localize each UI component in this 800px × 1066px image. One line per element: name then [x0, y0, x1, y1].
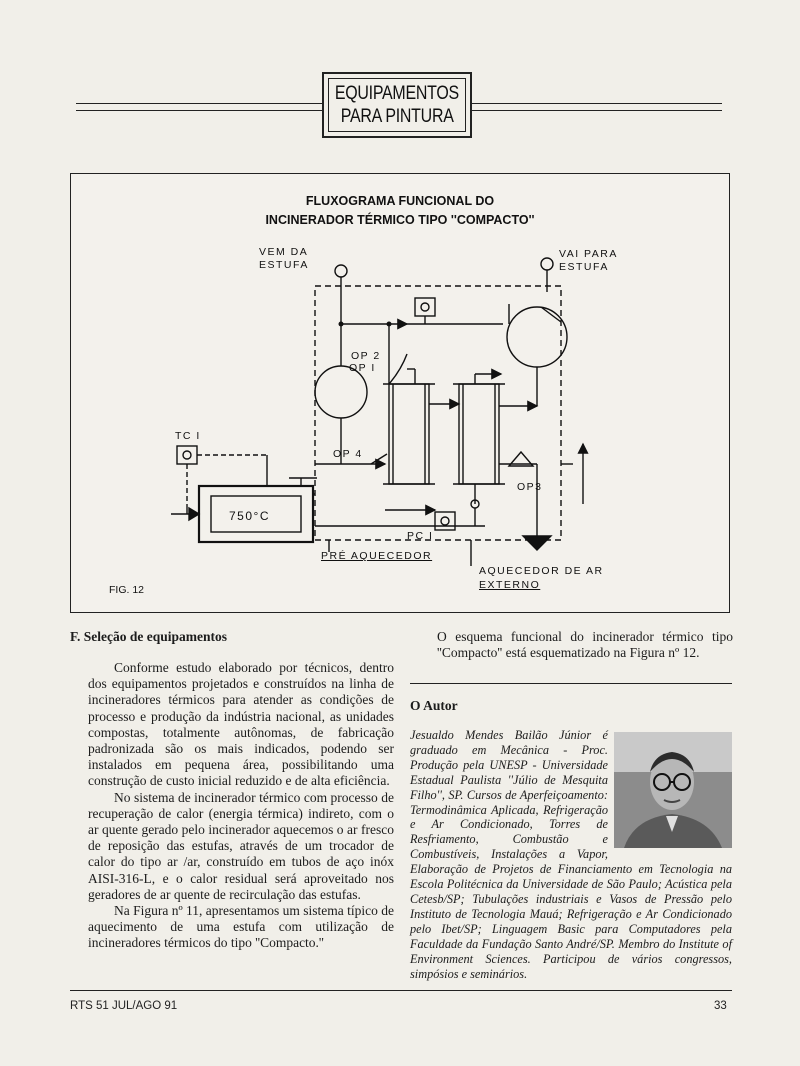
pressure-switch-top-icon — [415, 298, 435, 316]
pressure-controller-pc1-icon — [435, 512, 455, 530]
paragraph-2: No sistema de incinerador térmico com processo de recuperação de calor (energia térmica) indireto, com o ar quente gerado pelo incinerador aquecemos o ar fresco de reposição das estufas, através de um trocador de calor do tipo ar /ar, construído em tubos de aço inóx AISI-316-L, e o calor residual será aproveitado nos geradores de ar quente de recirculação das estufas. — [88, 789, 394, 902]
header-rule-left-top — [76, 103, 322, 104]
left-column — [88, 660, 394, 952]
right-intro: O esquema funcional do incinerador térmico tipo ''Compacto'' está esquematizado na Figura nº 12. — [437, 629, 733, 661]
heat-exchanger-1 — [389, 384, 429, 484]
label-aquecedor-externo: AQUECEDOR DE AR EXTERNO — [479, 565, 604, 591]
figure-flowchart — [70, 173, 730, 613]
label-op3: OP3 — [517, 481, 543, 493]
temperature-controller-tc1-icon — [177, 446, 197, 464]
header-rule-right-bottom — [470, 110, 722, 111]
label-vem-da-estufa: VEM DA ESTUFA — [259, 246, 309, 271]
section-title-box — [322, 72, 472, 138]
header-rule-left-bottom — [76, 110, 322, 111]
filter-icon — [523, 536, 551, 550]
burner-fan-icon — [507, 307, 567, 367]
section-title-line2: PARA PINTURA — [340, 106, 454, 127]
footer-issue: RTS 51 JUL/AGO 91 — [70, 1000, 178, 1012]
label-op2: OP 2 — [351, 350, 381, 362]
inlet-port-icon — [335, 265, 347, 277]
label-temperature: 750°C — [229, 509, 270, 523]
label-op1: OP I — [349, 362, 376, 374]
label-op4: OP 4 — [333, 448, 363, 460]
section-title-line1: EQUIPAMENTOS — [334, 83, 460, 104]
label-tc1: TC I — [175, 430, 201, 442]
figure-caption: FIG. 12 — [109, 584, 145, 596]
author-bio: Jesualdo Mendes Bailão Júnior é graduado em Mecânica - Proc. Produção pela UNESP - Universidade Estadual Paulista ''Júlio de Mesquita Filho'', SP. Cursos de Aperfeiçoamento: Termodinâmica Aplicada, Refrigeração e Ar Condicionado, Torres de Resfriamento, Combustão e Combustíveis, Instalações a Vapor, Elaboração de Projetos de Financiamento em Tecnologia na Escola Politécnica da Universidade de São Paulo; Acústica pela Cetesb/SP; Tubulações industriais e Vasos de Pressão pelo Instituto de Tecnologia Mauá; Refrigeração e Ar Condicionado pelo Ibet/SP; Linguagem Basic para Computadores pela Faculdade da Fundação Santo André/SP. Membro do Institute of Environment Sciences. Participou de vários congressos, simpósios e seminários. — [410, 728, 732, 981]
header-rule-right-top — [470, 103, 722, 104]
label-pre-aquecedor: PRÉ AQUECEDOR — [321, 550, 433, 562]
label-pc1: PC I — [407, 530, 434, 542]
section-heading: F. Seleção de equipamentos — [70, 629, 228, 644]
heat-exchanger-2 — [459, 384, 499, 484]
label-vai-para-estufa: VAI PARA ESTUFA — [559, 248, 618, 273]
page-number: 33 — [714, 1000, 727, 1012]
author-heading: O Autor — [410, 698, 458, 713]
figure-title: FLUXOGRAMA FUNCIONAL DO INCINERADOR TÉRMICO TIPO ''COMPACTO'' — [265, 194, 535, 227]
author-photo — [614, 732, 732, 848]
right-divider — [410, 683, 732, 684]
footer-rule — [70, 990, 732, 991]
paragraph-1: Conforme estudo elaborado por técnicos, dentro dos equipamentos projetados e construídos na linha de incineradores térmicos para atender as condições de processo e produção da indústria nacional, as unidades compostas, totalmente autônomas, de fabricação padronizada são os mais indicados, podendo ser instalados em pequena área, possibilitando uma construção de custo inicial reduzido e de alta eficiência. — [88, 660, 394, 789]
paragraph-3: Na Figura nº 11, apresentamos um sistema típico de aquecimento de uma estufa com utilização de incineradores térmicos do tipo ''Compacto.'' — [88, 903, 394, 951]
outlet-port-icon — [541, 258, 553, 270]
flowchart-diagram — [71, 174, 729, 612]
